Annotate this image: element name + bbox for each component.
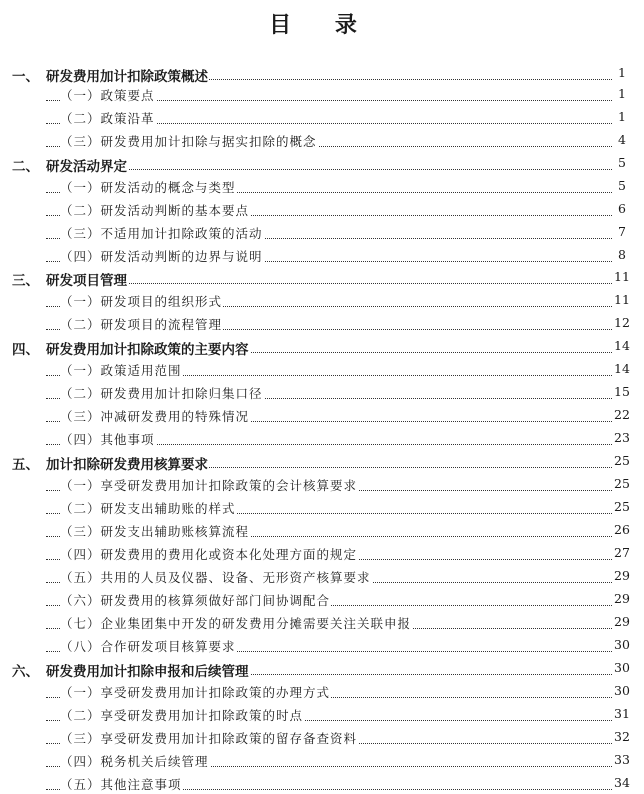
page-number: 30	[614, 637, 630, 652]
page-number: 4	[612, 132, 626, 147]
toc-subsection-entry[interactable]	[0, 429, 644, 449]
page-number: 29	[614, 568, 630, 583]
page-number: 7	[612, 224, 626, 239]
toc-subsection-entry[interactable]	[0, 383, 644, 403]
entry-label: （八）合作研发项目核算要求	[60, 639, 236, 654]
page-number: 1	[612, 65, 626, 80]
entry-label: （四）税务机关后续管理	[60, 754, 209, 769]
toc-subsection-entry[interactable]	[0, 360, 644, 380]
page-number: 31	[614, 706, 630, 721]
toc-subsection-entry[interactable]	[0, 613, 644, 633]
entry-label: （六）研发费用的核算须做好部门间协调配合	[60, 593, 331, 608]
toc-subsection-entry[interactable]	[0, 544, 644, 564]
section-number: 五、	[12, 457, 39, 473]
toc-subsection-entry[interactable]	[0, 728, 644, 748]
entry-label: （一）研发项目的组织形式	[60, 294, 223, 309]
toc-subsection-entry[interactable]	[0, 131, 644, 151]
page-title: 目 录	[269, 13, 375, 38]
page-number: 1	[612, 86, 626, 101]
entry-label: 加计扣除研发费用核算要求	[46, 453, 209, 473]
entry-label: （三）享受研发费用加计扣除政策的留存备查资料	[60, 731, 358, 746]
page-number: 30	[614, 683, 630, 698]
entry-label: （四）研发费用的费用化或资本化处理方面的规定	[60, 547, 358, 562]
page-number: 29	[614, 614, 630, 629]
toc-subsection-entry[interactable]	[0, 85, 644, 105]
entry-label: （四）其他事项	[60, 432, 155, 447]
page-number: 25	[614, 499, 630, 514]
toc-subsection-entry[interactable]	[0, 705, 644, 725]
entry-label: 研发费用加计扣除申报和后续管理	[46, 660, 250, 680]
entry-label: 研发费用加计扣除政策的主要内容	[46, 338, 250, 358]
page-number: 6	[612, 201, 626, 216]
page-number: 15	[614, 384, 630, 399]
entry-label: （一）政策适用范围	[60, 363, 182, 378]
toc-section-entry[interactable]	[0, 337, 644, 357]
entry-label: （二）研发费用加计扣除归集口径	[60, 386, 263, 401]
page-number: 25	[614, 476, 630, 491]
toc-section-entry[interactable]	[0, 64, 644, 84]
entry-label: （二）研发活动判断的基本要点	[60, 203, 250, 218]
toc-subsection-entry[interactable]	[0, 590, 644, 610]
toc-subsection-entry[interactable]	[0, 498, 644, 518]
entry-label: （一）享受研发费用加计扣除政策的会计核算要求	[60, 478, 358, 493]
page-number: 5	[612, 155, 626, 170]
page-number: 33	[614, 752, 630, 767]
toc-subsection-entry[interactable]	[0, 521, 644, 541]
page-number: 14	[614, 338, 630, 353]
entry-label: （二）政策沿革	[60, 111, 155, 126]
toc-section-entry[interactable]	[0, 659, 644, 679]
page-number: 11	[614, 269, 630, 284]
page-number: 29	[614, 591, 630, 606]
page-number: 12	[614, 315, 630, 330]
toc-subsection-entry[interactable]	[0, 475, 644, 495]
entry-label: （一）研发活动的概念与类型	[60, 180, 236, 195]
page-number: 23	[614, 430, 630, 445]
section-number: 二、	[12, 159, 39, 175]
entry-label: （三）研发费用加计扣除与据实扣除的概念	[60, 134, 317, 149]
entry-label: 研发活动界定	[46, 155, 128, 175]
toc-subsection-entry[interactable]	[0, 108, 644, 128]
toc-subsection-entry[interactable]	[0, 291, 644, 311]
page-number: 27	[614, 545, 630, 560]
page-number: 14	[614, 361, 630, 376]
page-number: 30	[614, 660, 630, 675]
page-number: 1	[612, 109, 626, 124]
page-number: 22	[614, 407, 630, 422]
entry-label: 研发项目管理	[46, 269, 128, 289]
section-number: 四、	[12, 342, 39, 358]
toc-subsection-entry[interactable]	[0, 246, 644, 266]
section-number: 三、	[12, 273, 39, 289]
entry-label: （一）政策要点	[60, 88, 155, 103]
entry-label: （七）企业集团集中开发的研发费用分摊需要关注关联申报	[60, 616, 412, 631]
page-number: 8	[612, 247, 626, 262]
dot-leader	[46, 169, 614, 170]
section-number: 一、	[12, 69, 39, 85]
toc-subsection-entry[interactable]	[0, 751, 644, 771]
page-number: 11	[614, 292, 630, 307]
page-number: 34	[614, 775, 630, 790]
page-number: 26	[614, 522, 630, 537]
toc-subsection-entry[interactable]	[0, 774, 644, 794]
toc-subsection-entry[interactable]	[0, 636, 644, 656]
page-number: 25	[614, 453, 630, 468]
page-number: 32	[614, 729, 630, 744]
entry-label: （四）研发活动判断的边界与说明	[60, 249, 263, 264]
entry-label: （三）研发支出辅助账核算流程	[60, 524, 250, 539]
toc-section-entry[interactable]	[0, 154, 644, 174]
entry-label: （二）享受研发费用加计扣除政策的时点	[60, 708, 304, 723]
entry-label: （二）研发项目的流程管理	[60, 317, 223, 332]
entry-label: （五）其他注意事项	[60, 777, 182, 792]
toc-subsection-entry[interactable]	[0, 406, 644, 426]
entry-label: （二）研发支出辅助账的样式	[60, 501, 236, 516]
toc-section-entry[interactable]	[0, 452, 644, 472]
toc-subsection-entry[interactable]	[0, 200, 644, 220]
dot-leader	[46, 283, 614, 284]
entry-label: （一）享受研发费用加计扣除政策的办理方式	[60, 685, 331, 700]
toc-subsection-entry[interactable]	[0, 567, 644, 587]
entry-label: （三）不适用加计扣除政策的活动	[60, 226, 263, 241]
section-number: 六、	[12, 664, 39, 680]
toc-subsection-entry[interactable]	[0, 314, 644, 334]
toc-subsection-entry[interactable]	[0, 682, 644, 702]
toc-subsection-entry[interactable]	[0, 223, 644, 243]
entry-label: 研发费用加计扣除政策概述	[46, 65, 209, 85]
entry-label: （五）共用的人员及仪器、设备、无形资产核算要求	[60, 570, 371, 585]
entry-label: （三）冲减研发费用的特殊情况	[60, 409, 250, 424]
toc-section-entry[interactable]	[0, 268, 644, 288]
page-number: 5	[612, 178, 626, 193]
toc-subsection-entry[interactable]	[0, 177, 644, 197]
